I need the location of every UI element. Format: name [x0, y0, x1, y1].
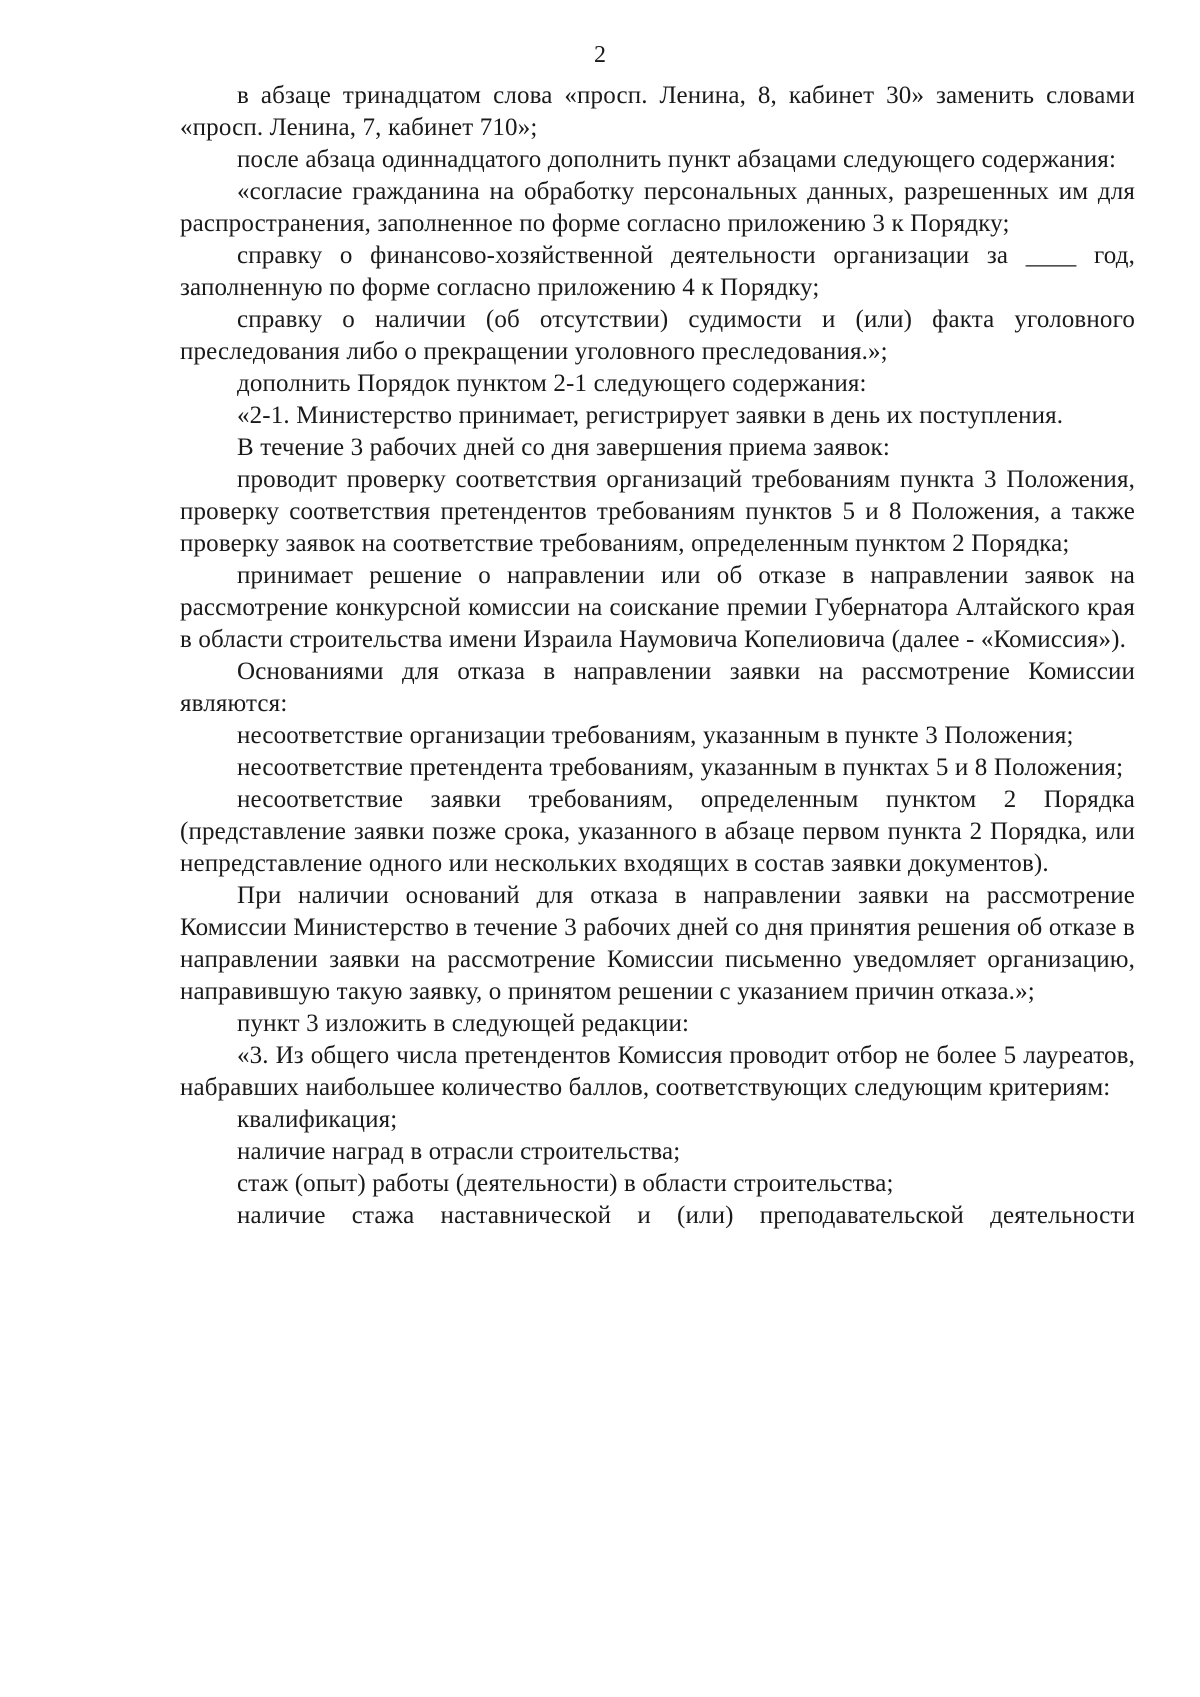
paragraph-6: дополнить Порядок пунктом 2-1 следующего содержания: — [237, 370, 867, 397]
paragraph-8: В течение 3 рабочих дней со дня завершения приема заявок: — [237, 434, 890, 461]
paragraph-7: «2-1. Министерство принимает, регистрирует заявки в день их поступления. — [237, 402, 1064, 429]
paragraph-15: При наличии оснований для отказа в направлении заявки на рассмотрение Комиссии Министерство в течение 3 рабочих дней со дня принятия решения об отказе в направлении заявки на рассмотрение Комиссии письменно уведомляет организацию, направившую такую заявку, о принятом решении с указанием причин отказа.»; — [180, 882, 1135, 1005]
paragraph-21: наличие стажа наставнической и (или) преподавательской деятельности — [237, 1202, 1135, 1229]
paragraph-11: Основаниями для отказа в направлении заявки на рассмотрение Комиссии являются: — [180, 658, 1135, 717]
paragraph-12: несоответствие организации требованиям, указанным в пункте 3 Положения; — [237, 722, 1074, 749]
paragraph-18: квалификация; — [237, 1106, 398, 1133]
paragraph-3: «согласие гражданина на обработку персональных данных, разрешенных им для распространения, заполненное по форме согласно приложению 3 к Порядку; — [180, 178, 1135, 237]
paragraph-17: «3. Из общего числа претендентов Комиссия проводит отбор не более 5 лауреатов, набравших наибольшее количество баллов, соответствующих следующим критериям: — [180, 1042, 1135, 1101]
document-body — [180, 80, 1135, 1232]
paragraph-4: справку о финансово-хозяйственной деятельности организации за ____ год, заполненную по форме согласно приложению 4 к Порядку; — [180, 242, 1135, 301]
paragraph-13: несоответствие претендента требованиям, указанным в пунктах 5 и 8 Положения; — [237, 754, 1124, 781]
paragraph-10: принимает решение о направлении или об отказе в направлении заявок на рассмотрение конкурсной комиссии на соискание премии Губернатора Алтайского края в области строительства имени Израила Наумовича Копелиовича (далее - «Комиссия»). — [180, 562, 1135, 653]
paragraph-5: справку о наличии (об отсутствии) судимости и (или) факта уголовного преследования либо о прекращении уголовного преследования.»; — [180, 306, 1135, 365]
paragraph-20: стаж (опыт) работы (деятельности) в области строительства; — [237, 1170, 894, 1197]
paragraph-9: проводит проверку соответствия организаций требованиям пункта 3 Положения, проверку соответствия претендентов требованиям пунктов 5 и 8 Положения, а также проверку заявок на соответствие требованиям, определенным пунктом 2 Порядка; — [180, 466, 1135, 557]
paragraph-19: наличие наград в отрасли строительства; — [237, 1138, 681, 1165]
page-number: 2 — [594, 42, 606, 68]
paragraph-1: в абзаце тринадцатом слова «просп. Ленина, 8, кабинет 30» заменить словами «просп. Ленина, 7, кабинет 710»; — [180, 82, 1135, 141]
paragraph-2: после абзаца одиннадцатого дополнить пункт абзацами следующего содержания: — [237, 146, 1117, 173]
paragraph-14: несоответствие заявки требованиям, определенным пунктом 2 Порядка (представление заявки позже срока, указанного в абзаце первом пункта 2 Порядка, или непредставление одного или нескольких входящих в состав заявки документов). — [180, 786, 1135, 877]
paragraph-16: пункт 3 изложить в следующей редакции: — [237, 1010, 690, 1037]
